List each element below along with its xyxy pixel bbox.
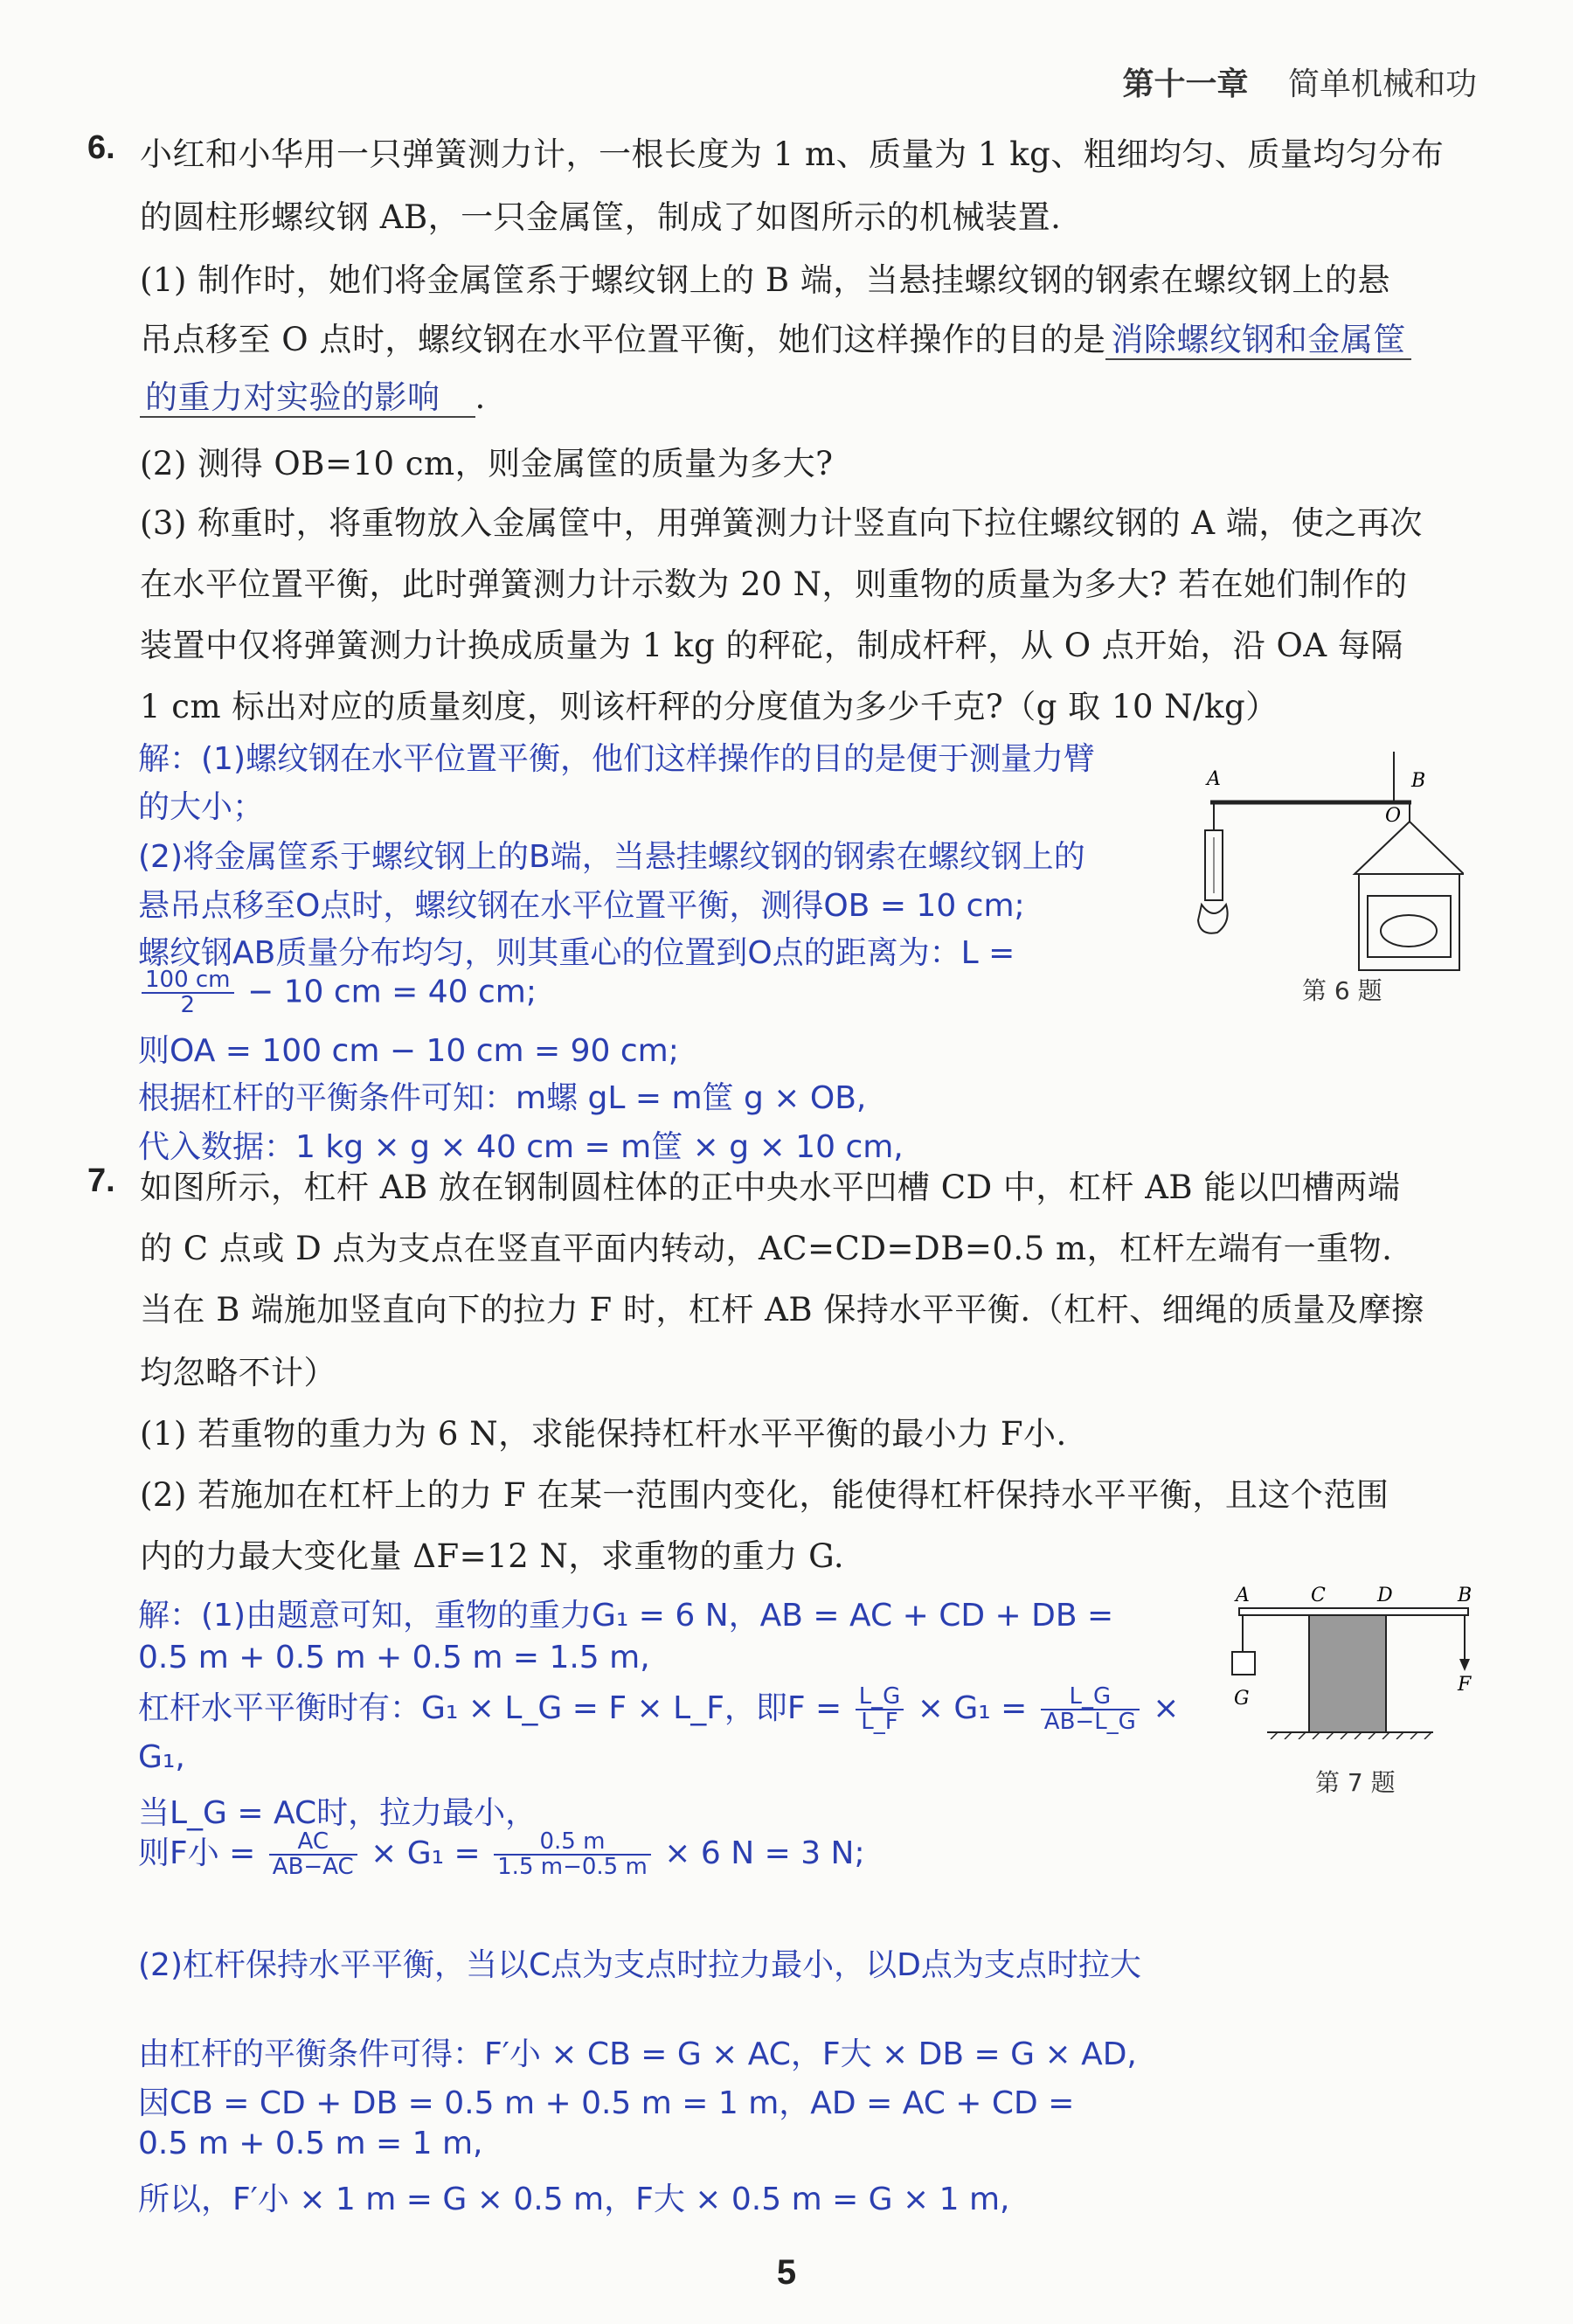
label-A: A — [1207, 768, 1221, 790]
q6-answer-blank-1: 消除螺纹钢和金属筐 — [1105, 321, 1411, 360]
page-number: 5 — [776, 2253, 797, 2292]
q7-answer-line-1: 解：(1)由题意可知，重物的重力G₁ = 6 N，AB = AC + CD + DB = — [138, 1598, 1114, 1634]
q6-part1-line-1: (1) 制作时，她们将金属筐系于螺纹钢上的 B 端，当悬挂螺纹钢的钢索在螺纹钢上的悬 — [140, 261, 1390, 299]
metal-basket — [1359, 874, 1459, 970]
q6-part1-line-2 — [140, 313, 1411, 360]
q6-figure-caption: 第 6 题 — [1302, 976, 1382, 1005]
q7-answer-line-9: 因CB = CD + DB = 0.5 m + 0.5 m = 1 m，AD = AC + CD = — [138, 2085, 1075, 2121]
fraction: $\frac{L\_G}{L\_F}$ — [856, 1685, 904, 1735]
weight-G — [1232, 1652, 1255, 1675]
q6-part3-line-2: 在水平位置平衡，此时弹簧测力计示数为 20 N，则重物的质量为多大? 若在她们制作的 — [140, 565, 1408, 603]
label-B: B — [1411, 770, 1426, 792]
q6-number: 6. — [87, 129, 115, 166]
q6-line-1: 小红和小华用一只弹簧测力计，一根长度为 1 m、质量为 1 kg、粗细均匀、质量均匀分布 — [140, 135, 1445, 173]
q7-figure — [1215, 1582, 1503, 1739]
q7-part1: (1) 若重物的重力为 6 N，求能保持杠杆水平平衡的最小力 F小. — [140, 1415, 1067, 1453]
fraction: $\frac{L\_G}{AB-L\_G}$ — [1041, 1685, 1140, 1735]
steel-cylinder — [1309, 1615, 1386, 1732]
q7-answer-line-6: 则F小 = $\frac{AC}{AB-AC}$ × G₁ = $\frac{0.5 m}{1.5 m-0.5 m}$ × 6 N = 3 N; — [138, 1828, 865, 1880]
q6-answer-line-6: $\frac{100 cm}{2}$ − 10 cm = 40 cm; — [138, 968, 537, 1018]
q7-answer-line-8: 由杠杆的平衡条件可得：F′小 × CB = G × AC，F大 × DB = G × AD, — [138, 2036, 1137, 2072]
lever-AB — [1239, 1608, 1468, 1615]
q7-number: 7. — [87, 1162, 115, 1199]
q6-part3-line-4: 1 cm 标出对应的质量刻度，则该杆秤的分度值为多少千克?（g 取 10 N/kg） — [140, 688, 1278, 725]
label-B: B — [1458, 1585, 1473, 1606]
q7-part2-line-1: (2) 若施加在杠杆上的力 F 在某一范围内变化，能使得杠杆保持水平平衡，且这个范围 — [140, 1476, 1389, 1514]
q7-answer-line-5: 当L_G = AC时，拉力最小， — [138, 1795, 537, 1831]
basket-ropes — [1355, 822, 1464, 874]
q6-answer-blank-2: 的重力对实验的影响 — [140, 378, 475, 418]
q7-answer-line-11: 所以，F′小 × 1 m = G × 0.5 m，F大 × 0.5 m = G × 1 m, — [138, 2182, 1010, 2217]
q6-answer-line-5: 螺纹钢AB质量分布均匀，则其重心的位置到O点的距离为：L = — [138, 935, 1015, 971]
q7-answer-line-4: G₁, — [138, 1739, 185, 1775]
fraction: $\frac{100 cm}{2}$ — [142, 968, 234, 1018]
fraction: $\frac{AC}{AB-AC}$ — [269, 1830, 357, 1880]
q7-answer-line-10: 0.5 m + 0.5 m = 1 m, — [138, 2126, 483, 2161]
q7-answer-line-2: 0.5 m + 0.5 m + 0.5 m = 1.5 m, — [138, 1640, 650, 1675]
q7-line-1: 如图所示，杠杆 AB 放在钢制圆柱体的正中央水平凹槽 CD 中，杠杆 AB 能以凹槽两端 — [140, 1169, 1401, 1206]
chapter-title: 简单机械和功 — [1287, 66, 1477, 102]
page-header — [1123, 59, 1477, 104]
label-D: D — [1377, 1585, 1393, 1606]
q6-part3-line-1: (3) 称重时，将重物放入金属筐中，用弹簧测力计竖直向下拉住螺纹钢的 A 端，使之再次 — [140, 504, 1423, 542]
q6-line-2: 的圆柱形螺纹钢 AB，一只金属筐，制成了如图所示的机械装置. — [140, 198, 1062, 236]
q6-part1-line-3 — [140, 371, 486, 418]
hand — [1198, 905, 1228, 933]
label-F: F — [1458, 1674, 1472, 1696]
q6-part3-line-3: 装置中仅将弹簧测力计换成质量为 1 kg 的秤砣，制成杆秤，从 O 点开始，沿 OA 每隔 — [140, 627, 1403, 664]
q6-answer-line-9: 代入数据：1 kg × g × 40 cm = m筐 × g × 10 cm, — [138, 1129, 904, 1165]
weight-object — [1381, 915, 1437, 947]
q6-part1-text: 吊点移至 O 点时，螺纹钢在水平位置平衡，她们这样操作的目的是 — [140, 321, 1106, 358]
label-G: G — [1234, 1688, 1250, 1710]
q6-answer-line-2: 的大小； — [138, 789, 265, 825]
ground-hatch — [1271, 1732, 1431, 1739]
q7-line-3: 当在 B 端施加竖直向下的拉力 F 时，杠杆 AB 保持水平平衡.（杠杆、细绳的质量及摩擦 — [140, 1291, 1424, 1328]
q6-answer-line-4: 悬吊点移至O点时，螺纹钢在水平位置平衡，测得OB = 10 cm; — [138, 888, 1025, 924]
q7-answer-line-3: 杠杆水平平衡时有：G₁ × L_G = F × L_F，即F = $\frac{L\_G}{L\_F}$ × G₁ = $\frac{L\_G}{AB-L\_G}$ × — [138, 1682, 1180, 1735]
q6-figure — [1175, 752, 1464, 996]
label-C: C — [1311, 1585, 1326, 1606]
q6-answer-line-3: (2)将金属筐系于螺纹钢上的B端，当悬挂螺纹钢的钢索在螺纹钢上的 — [138, 839, 1085, 875]
chapter-label: 第十一章 — [1122, 66, 1249, 102]
q7-figure-caption: 第 7 题 — [1315, 1768, 1396, 1797]
q7-answer-line-7: (2)杠杆保持水平平衡，当以C点为支点时拉力最小，以D点为支点时拉大 — [138, 1947, 1141, 1983]
q6-part1-end: . — [475, 378, 486, 416]
q7-part2-line-2: 内的力最大变化量 ΔF=12 N，求重物的重力 G. — [140, 1537, 845, 1575]
label-A: A — [1236, 1585, 1250, 1606]
q6-answer-line-8: 根据杠杆的平衡条件可知：m螺 gL = m筐 g × OB, — [138, 1080, 867, 1116]
fraction: $\frac{0.5 m}{1.5 m-0.5 m}$ — [494, 1830, 651, 1880]
q7-line-4: 均忽略不计） — [140, 1354, 336, 1391]
q6-part2: (2) 测得 OB=10 cm，则金属筐的质量为多大? — [140, 445, 834, 482]
label-O: O — [1385, 805, 1402, 827]
q6-answer-line-7: 则OA = 100 cm − 10 cm = 90 cm; — [138, 1033, 679, 1069]
q7-line-2: 的 C 点或 D 点为支点在竖直平面内转动，AC=CD=DB=0.5 m，杠杆左端有一重物. — [140, 1230, 1393, 1267]
q6-answer-line-1: 解：(1)螺纹钢在水平位置平衡，他们这样操作的目的是便于测量力臂 — [138, 741, 1095, 777]
